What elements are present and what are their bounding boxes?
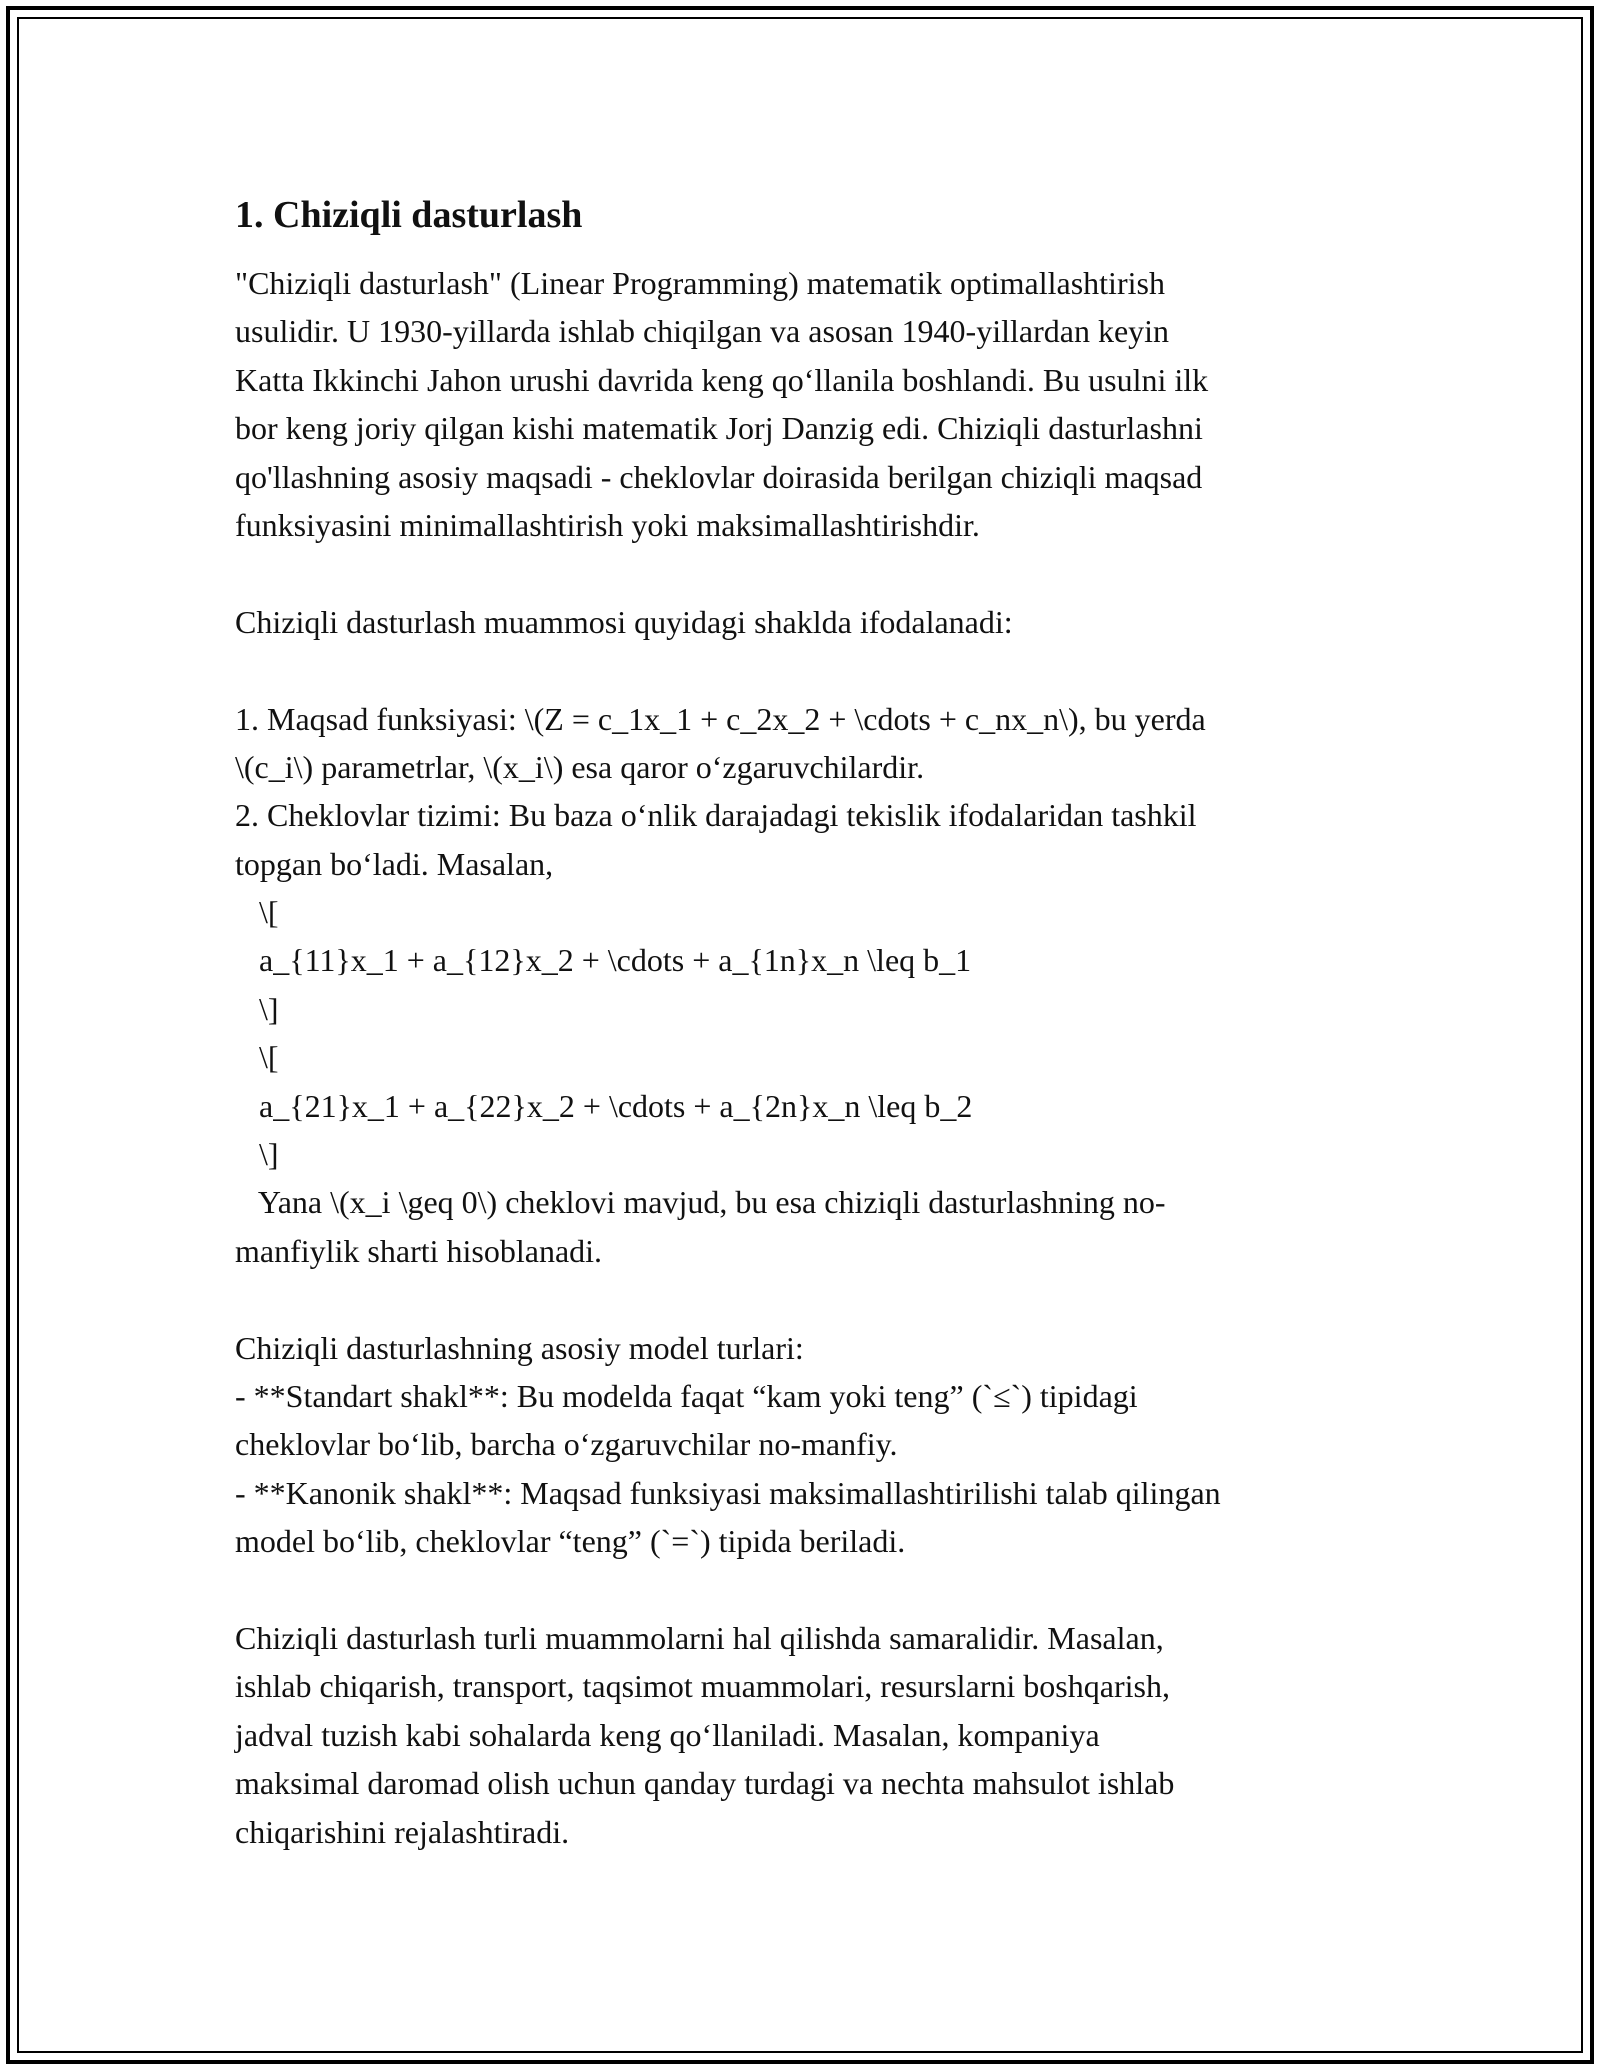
document-title: 1. Chiziqli dasturlash xyxy=(235,194,583,236)
applications-paragraph xyxy=(235,1614,1385,1856)
text-line: Yana \(x_i \geq 0\) cheklovi mavjud, bu esa chiziqli dasturlashning no- xyxy=(235,1184,1166,1221)
formula-line: \[ xyxy=(235,1039,279,1076)
text-line: "Chiziqli dasturlash" (Linear Programming) matematik optimallashtirish xyxy=(235,265,1165,301)
text-line: manfiylik sharti hisoblanadi. xyxy=(235,1232,603,1269)
text-line: chiqarishini rejalashtiradi. xyxy=(235,1813,570,1850)
text-line: - **Standart shakl**: Bu modelda faqat “kam yoki teng” (`≤`) tipidagi xyxy=(235,1377,1138,1414)
paragraph-gap xyxy=(235,1566,1385,1614)
text-line: bor keng joriy qilgan kishi matematik Jorj Danzig edi. Chiziqli dasturlashni xyxy=(235,410,1203,447)
problem-definition xyxy=(235,695,1385,1276)
text-line: funksiyasini minimallashtirish yoki maksimallashtirishdir. xyxy=(235,506,980,543)
text-line: Katta Ikkinchi Jahon urushi davrida keng qo‘llanila boshlandi. Bu usulni ilk xyxy=(235,361,1209,398)
text-line: Chiziqli dasturlash turli muammolarni hal qilishda samaralidir. Masalan, xyxy=(235,1619,1164,1656)
text-line: Chiziqli dasturlashning asosiy model turlari: xyxy=(235,1329,804,1366)
text-line: 1. Maqsad funksiyasi: \(Z = c_1x_1 + c_2x_2 + \cdots + c_nx_n\), bu yerda xyxy=(235,700,1206,737)
text-line: 2. Cheklovlar tizimi: Bu baza o‘nlik darajadagi tekislik ifodalaridan tashkil xyxy=(235,797,1197,834)
paragraph-gap xyxy=(235,549,1385,597)
document-page xyxy=(235,180,1385,1856)
formula-line: \] xyxy=(235,990,279,1027)
text-line: cheklovlar bo‘lib, barcha o‘zgaruvchilar no-manfiy. xyxy=(235,1426,898,1463)
text-line: model bo‘lib, cheklovlar “teng” (`=`) tipida beriladi. xyxy=(235,1523,906,1560)
model-types xyxy=(235,1324,1385,1566)
formula-line: \[ xyxy=(235,894,279,931)
formula-line: \] xyxy=(235,1136,279,1173)
formula-line: a_{21}x_1 + a_{22}x_2 + \cdots + a_{2n}x_n \leq b_2 xyxy=(235,1087,973,1124)
text-line: qo'llashning asosiy maqsadi - cheklovlar doirasida berilgan chiziqli maqsad xyxy=(235,458,1203,495)
text-line: \(c_i\) parametrlar, \(x_i\) esa qaror o‘zgaruvchilardir. xyxy=(235,748,925,785)
formula-line: a_{11}x_1 + a_{12}x_2 + \cdots + a_{1n}x_n \leq b_1 xyxy=(235,942,972,979)
problem-intro: Chiziqli dasturlash muammosi quyidagi shaklda ifodalanadi: xyxy=(235,603,1013,640)
text-line: ishlab chiqarish, transport, taqsimot muammolari, resurslarni boshqarish, xyxy=(235,1668,1170,1705)
text-line: usulidir. U 1930-yillarda ishlab chiqilgan va asosan 1940-yillardan keyin xyxy=(235,313,1170,350)
paragraph-gap xyxy=(235,1275,1385,1323)
text-line: - **Kanonik shakl**: Maqsad funksiyasi maksimallashtirilishi talab qilingan xyxy=(235,1474,1221,1511)
text-line: topgan bo‘ladi. Masalan, xyxy=(235,845,554,882)
intro-paragraph xyxy=(235,259,1385,549)
text-line: jadval tuzish kabi sohalarda keng qo‘llaniladi. Masalan, kompaniya xyxy=(235,1716,1100,1753)
text-line: maksimal daromad olish uchun qanday turdagi va nechta mahsulot ishlab xyxy=(235,1765,1175,1802)
paragraph-gap xyxy=(235,646,1385,694)
